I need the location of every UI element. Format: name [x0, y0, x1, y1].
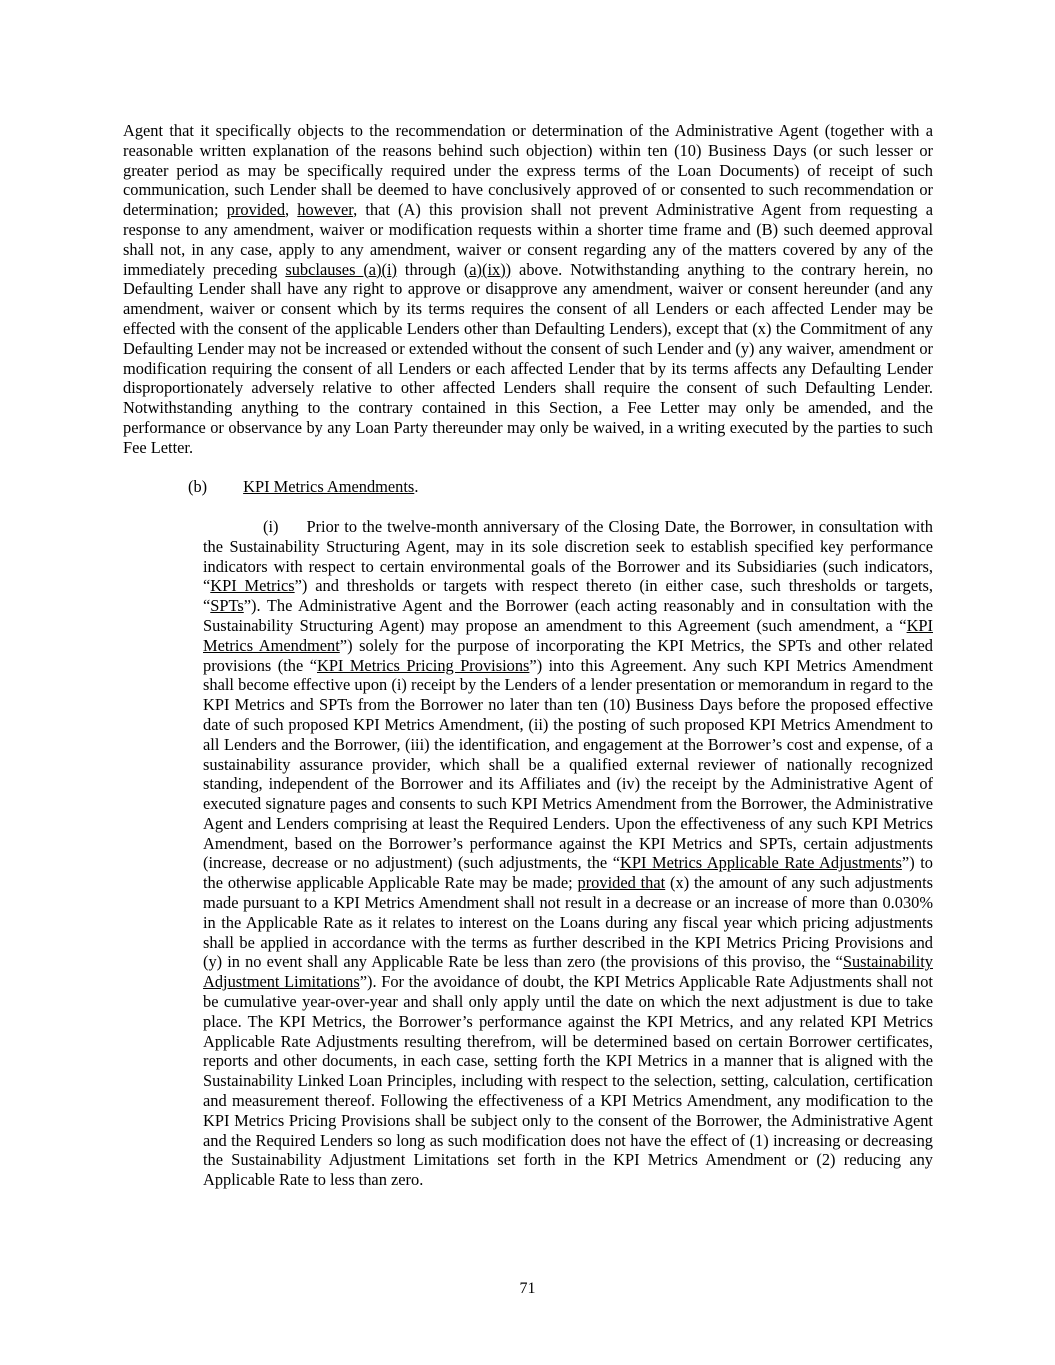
clause-text — [203, 517, 933, 1189]
text-segment: , that (A) this provision shall not prevent Administrative Agent from requesting a response to any amendment, waiver or modification requests within a shorter time frame and (B) such deemed approval shall not, in any case, apply to any amendment, waiver or consent regarding any of the matters covered by any of the immediately preceding — [123, 200, 933, 279]
text-segment: ”) solely for the purpose of incorporating the KPI Metrics, the SPTs and other related provisions (the “ — [203, 635, 934, 675]
underlined-term: provided that — [577, 873, 666, 893]
underlined-term: KPI Metrics Amendments — [243, 477, 415, 497]
underlined-term: however — [297, 200, 354, 220]
underlined-term: KPI Metrics Applicable Rate Adjustments — [620, 853, 902, 873]
section-title — [243, 477, 418, 496]
text-segment: ”). The Administrative Agent and the Borrower (each acting reasonably and in consultation with the Sustainability Structuring Agent) may propose an amendment to this Agreement (such amendment, a “ — [203, 596, 933, 635]
underlined-term: KPI Metrics Amendment — [203, 615, 933, 655]
continuation-paragraph — [123, 121, 933, 458]
underlined-term: provided — [226, 200, 286, 220]
text-segment: Prior to the twelve-month anniversary of the Closing Date, the Borrower, in consultation with the Sustainability Structuring Agent, may in its sole discretion seek to establish specified key performance indicators with respect to certain environmental goals of the Borrower and its Subsidiaries (such indicators, “ — [203, 516, 933, 596]
text-segment: through — [397, 259, 464, 279]
underlined-term: (a)(ix)) — [463, 259, 512, 279]
text-segment: ”) into this Agreement. Any such KPI Metrics Amendment shall become effective upon (i) receipt by the Lenders of a lender presentation or memorandum in regard to the KPI Metrics and SPTs from the Borrower no later than ten (10) Business Days before the proposed effective date of such proposed KPI Metrics Amendment, (ii) the posting of such proposed KPI Metrics Amendment to all Lenders and the Borrower, (iii) the identification, and engagement at the Borrower’s cost and expense, of a sustainability assurance provider, which shall be a qualified external reviewer of nationally recognized standing, independent of the Borrower and its Affiliates and (iv) the receipt by the Administrative Agent of executed signature pages and consents to such KPI Metrics Amendment from the Borrower, the Administrative Agent and Lenders comprising at least the Required Lenders. Upon the effectiveness of any such KPI Metrics Amendment, based on the Borrower’s performance against the KPI Metrics and SPTs, certain adjustments (increase, decrease or no adjustment) (such adjustments, the “ — [203, 655, 933, 873]
underlined-term: KPI Metrics Pricing Provisions — [316, 655, 530, 675]
text-segment: , — [285, 200, 298, 220]
text-segment: ”). For the avoidance of doubt, the KPI Metrics Applicable Rate Adjustments shall not be cumulative year-over-year and shall only apply until the date on which the next adjustment is due to take place. The KPI Metrics, the Borrower’s performance against the KPI Metrics, and any related KPI Metrics Applicable Rate Adjustments resulting therefrom, will be determined based on certain Borrower certificates, reports and other documents, in each case, setting forth the KPI Metrics in a manner that is aligned with the Sustainability Linked Loan Principles, including with respect to the selection, setting, calculation, certification and measurement thereof. Following the effectiveness of a KPI Metrics Amendment, any modification to the KPI Metrics Pricing Provisions shall be subject only to the consent of the Borrower, the Administrative Agent and the Required Lenders so long as such modification does not have the effect of (1) increasing or decreasing the Sustainability Adjustment Limitations set forth in the KPI Metrics Amendment or (2) reducing any Applicable Rate to less than zero. — [203, 972, 933, 1190]
text-segment: ”) to the otherwise applicable Applicable Rate may be made; — [203, 853, 933, 893]
section-label: (b) — [188, 477, 208, 497]
clause-i-paragraph — [203, 517, 933, 1190]
text-segment: Agent that it specifically objects to the recommendation or determination of the Administrative Agent (together with a reasonable written explanation of the reasons behind such objection) within ten (10) Business Days (or such lesser or greater period as may be specifically required under the express terms of the Loan Documents) of receipt of such communication, such Lender shall be deemed to have conclusively approved of or consented to such recommendation or determination; — [123, 121, 933, 220]
text-segment: ”) and thresholds or targets with respect thereto (in either case, such thresholds or targets, “ — [203, 576, 933, 616]
page-content — [123, 121, 933, 1190]
page-number: 71 — [519, 1280, 536, 1297]
underlined-term: Sustainability Adjustment Limitations — [203, 952, 933, 992]
underlined-term: subclauses (a)(i) — [285, 259, 398, 279]
text-segment: . — [414, 477, 419, 497]
text-segment: (x) the amount of any such adjustments made pursuant to a KPI Metrics Amendment shall not result in a decrease or an increase of more than 0.030% in the Applicable Rate as it relates to interest on the Loans during any fiscal year which pricing adjustments shall be applied in accordance with the terms as further described in the KPI Metrics Pricing Provisions and (y) in no event shall any Applicable Rate be less than zero (the provisions of this proviso, the “ — [203, 873, 934, 972]
underlined-term: KPI Metrics — [210, 576, 295, 596]
section-heading-b — [123, 477, 933, 497]
underlined-term: SPTs — [210, 596, 244, 616]
clause-label: (i) — [263, 516, 279, 536]
text-segment: above. Notwithstanding anything to the contrary herein, no Defaulting Lender shall have any right to approve or disapprove any amendment, waiver or consent hereunder (and any amendment, waiver or consent which by its terms requires the consent of all Lenders or each affected Lender may be effected with the consent of the applicable Lenders other than Defaulting Lenders), except that (x) the Commitment of any Defaulting Lender may not be increased or extended without the consent of such Lender and (y) any waiver, amendment or modification requiring the consent of all Lenders or each affected Lender that by its terms affects any Defaulting Lender disproportionately adversely relative to other affected Lenders shall require the consent of such Defaulting Lender. Notwithstanding anything to the contrary contained in this Section, a Fee Letter may only be amended, and the performance or observance by any Loan Party thereunder may only be waived, in a writing executed by the parties to such Fee Letter. — [123, 259, 933, 457]
